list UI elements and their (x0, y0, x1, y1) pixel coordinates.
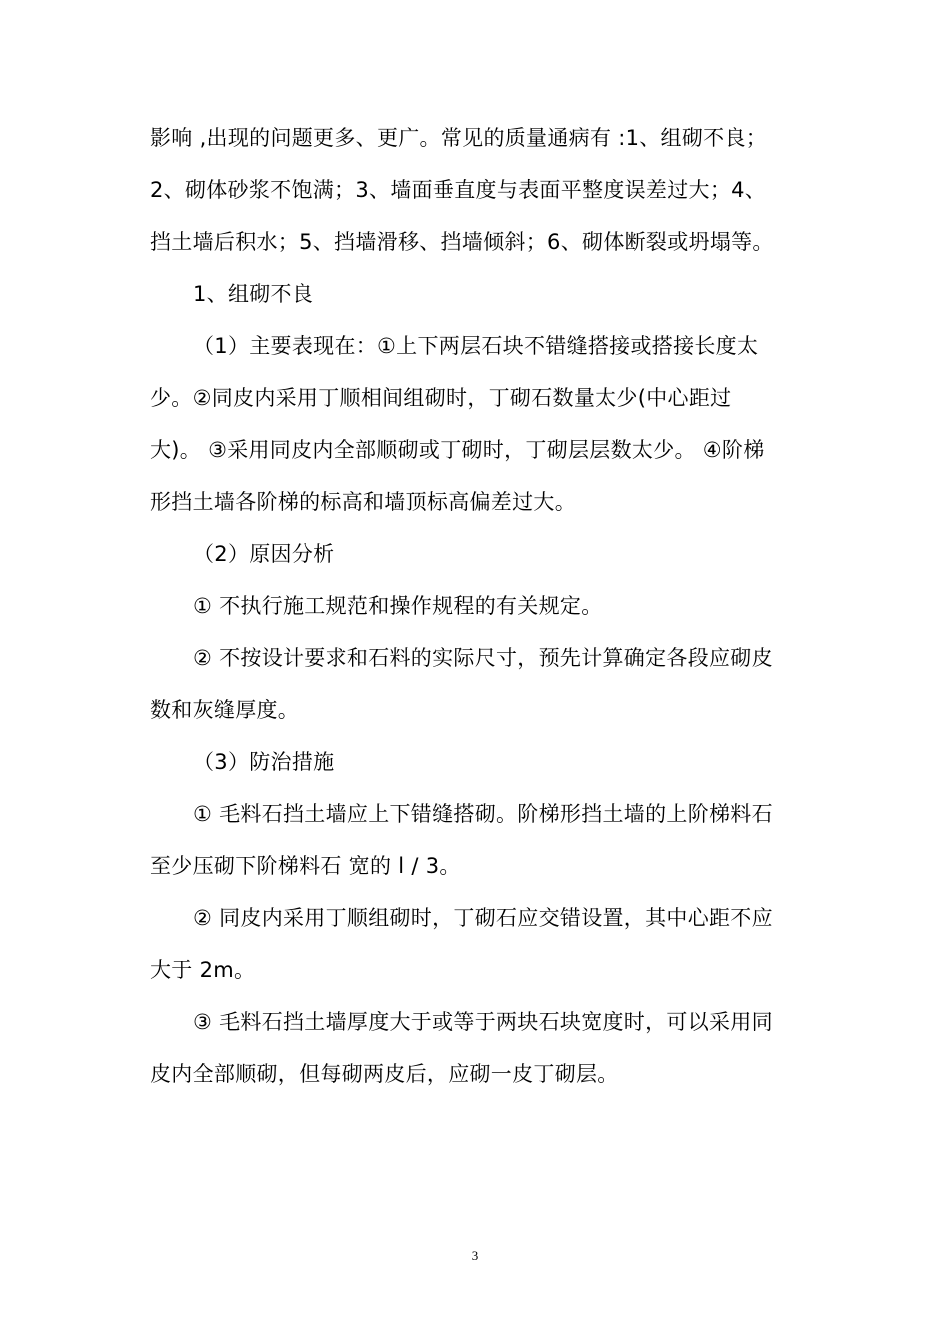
page-number: 3 (471, 1248, 479, 1263)
body-text-line: 大)。 ③采用同皮内全部顺砌或丁砌时，丁砌层层数太少。 ④阶梯 (150, 438, 765, 462)
list-item: ① 毛料石挡土墙应上下错缝搭砌。阶梯形挡土墙的上阶梯料石 (193, 802, 773, 826)
body-text-line: 皮内全部顺砌，但每砌两皮后，应砌一皮丁砌层。 (150, 1062, 619, 1086)
list-item: ② 同皮内采用丁顺组砌时，丁砌石应交错设置，其中心距不应 (193, 906, 773, 930)
body-text-line: 2、砌体砂浆不饱满；3、墙面垂直度与表面平整度误差过大；4、 (150, 178, 767, 202)
subsection-heading: （3）防治措施 (193, 750, 335, 774)
body-text-line: 挡土墙后积水；5、挡墙滑移、挡墙倾斜；6、砌体断裂或坍塌等。 (150, 230, 774, 254)
subsection-heading: （1）主要表现在：①上下两层石块不错缝搭接或搭接长度太 (193, 334, 759, 358)
body-text-line: 影响 ,出现的问题更多、更广。常见的质量通病有 :1、组砌不良； (150, 126, 768, 150)
list-item: ② 不按设计要求和石料的实际尺寸，预先计算确定各段应砌皮 (193, 646, 773, 670)
body-text-line: 形挡土墙各阶梯的标高和墙顶标高偏差过大。 (150, 490, 576, 514)
body-text-line: 大于 2m。 (150, 958, 256, 982)
list-item: ③ 毛料石挡土墙厚度大于或等于两块石块宽度时，可以采用同 (193, 1010, 773, 1034)
subsection-heading: （2）原因分析 (193, 542, 335, 566)
body-text-line: 少。②同皮内采用丁顺相间组砌时，丁砌石数量太少(中心距过 (150, 386, 732, 410)
list-item: ① 不执行施工规范和操作规程的有关规定。 (193, 594, 603, 618)
body-text-line: 至少压砌下阶梯料石 宽的 l / 3。 (150, 854, 461, 878)
body-text-line: 数和灰缝厚度。 (150, 698, 300, 722)
section-heading: 1、组砌不良 (193, 282, 314, 306)
